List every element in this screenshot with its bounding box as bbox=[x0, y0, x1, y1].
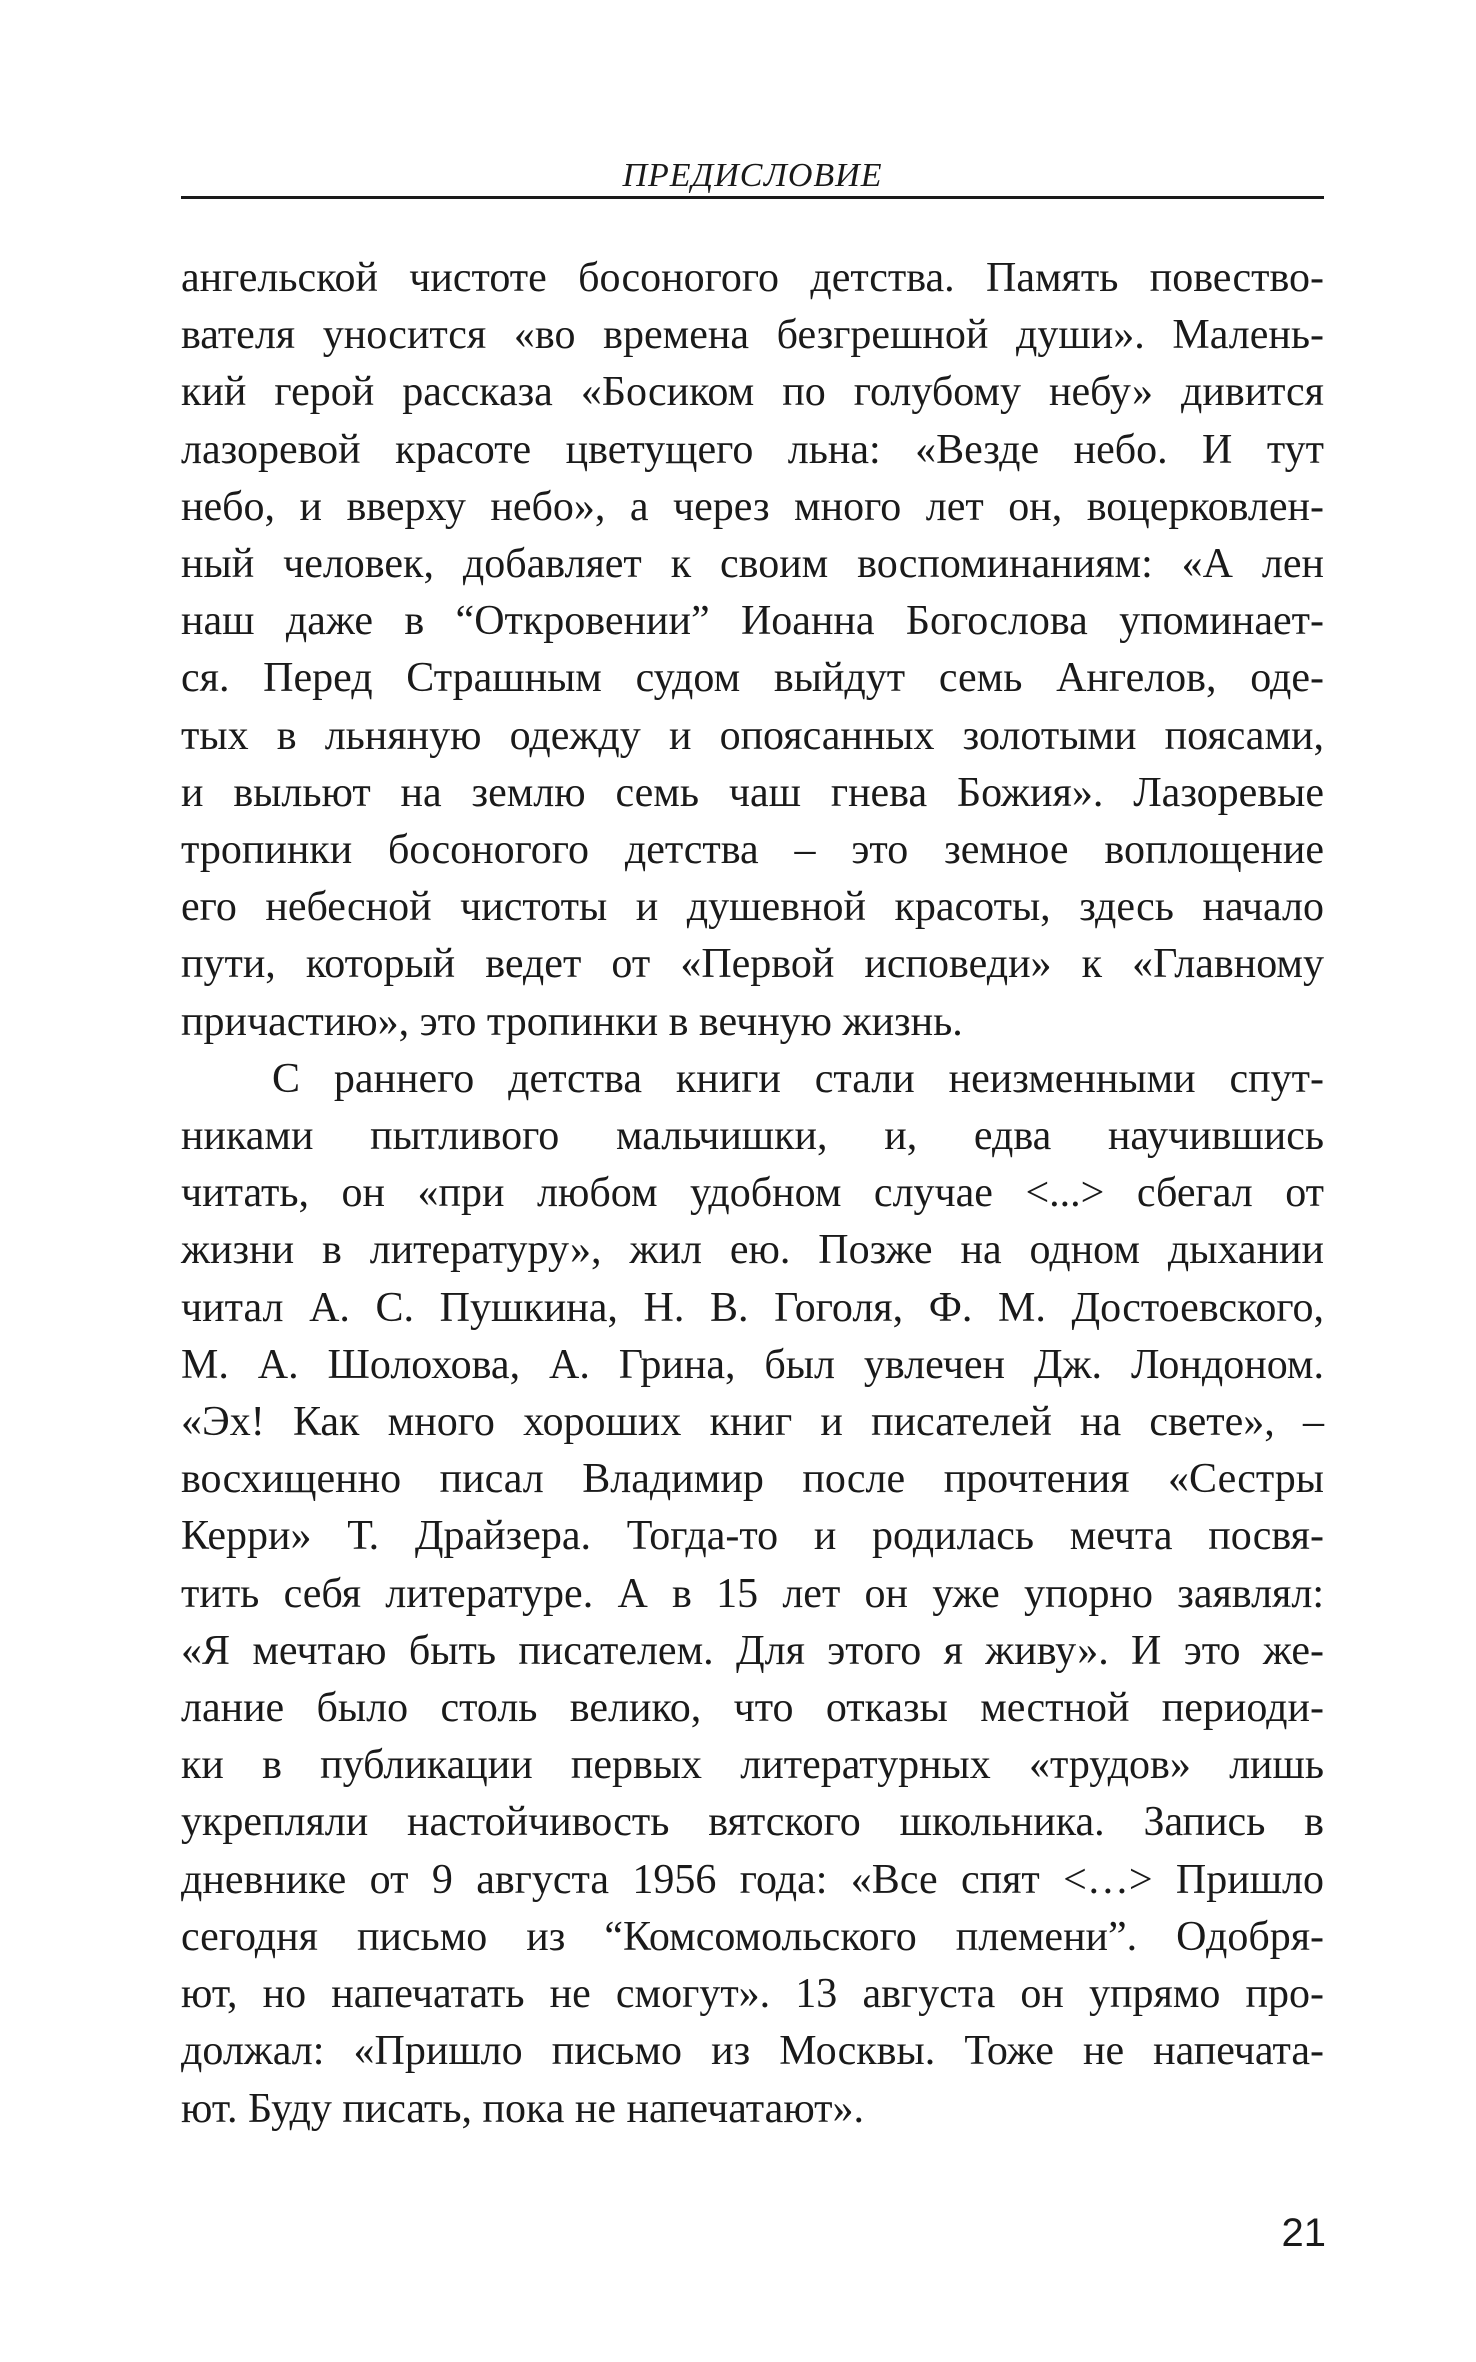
text-line: ангельской чистоте босоногого детства. Память повество- bbox=[181, 255, 1324, 301]
page-number: 21 bbox=[1281, 2211, 1326, 2255]
text-line: тропинки босоногого детства – это земное воплощение bbox=[181, 827, 1324, 874]
text-line: наш даже в “Откровении” Иоанна Богослова упоминает- bbox=[181, 598, 1324, 645]
text-line: вателя уносится «во времена безгрешной души». Малень- bbox=[181, 312, 1324, 359]
text-line: С раннего детства книги стали неизменными спут- bbox=[272, 1055, 1324, 1102]
text-line: ют. Буду писать, пока не напечатают». bbox=[181, 2085, 864, 2132]
text-line: читать, он «при любом удобном случае <...> сбегал от bbox=[181, 1170, 1324, 1217]
text-line: пути, который ведет от «Первой исповеди» к «Главному bbox=[181, 941, 1324, 988]
text-line: ся. Перед Страшным судом выйдут семь Ангелов, оде- bbox=[181, 655, 1324, 702]
text-line: М. А. Шолохова, А. Грина, был увлечен Дж. Лондоном. bbox=[181, 1341, 1324, 1388]
text-line: должал: «Пришло письмо из Москвы. Тоже не напечата- bbox=[181, 2028, 1324, 2075]
paragraph-1 bbox=[181, 250, 1324, 1051]
text-line: «Эх! Как много хороших книг и писателей на свете», – bbox=[181, 1399, 1324, 1446]
text-line: укрепляли настойчивость вятского школьника. Запись в bbox=[181, 1799, 1324, 1846]
text-line: и выльют на землю семь чаш гнева Божия». Лазоревые bbox=[181, 769, 1324, 816]
text-line: никами пытливого мальчишки, и, едва научившись bbox=[181, 1113, 1324, 1160]
text-line: сегодня письмо из “Комсомольского племени”. Одобря- bbox=[181, 1913, 1324, 1960]
header-rule bbox=[181, 196, 1324, 199]
text-line: жизни в литературу», жил ею. Позже на одном дыхании bbox=[181, 1227, 1324, 1274]
text-line: лазоревой красоте цветущего льна: «Везде небо. И тут bbox=[181, 426, 1324, 473]
text-line: ют, но напечатать не смогут». 13 августа он упрямо про- bbox=[181, 1971, 1324, 2018]
text-line: тых в льняную одежду и опоясанных золотыми поясами, bbox=[181, 712, 1324, 759]
text-line: причастию», это тропинки в вечную жизнь. bbox=[181, 998, 963, 1045]
text-line: ки в публикации первых литературных «трудов» лишь bbox=[181, 1742, 1324, 1789]
text-line: его небесной чистоты и душевной красоты, здесь начало bbox=[181, 884, 1324, 931]
text-line: кий герой рассказа «Босиком по голубому небу» дивится bbox=[181, 369, 1324, 416]
body-text bbox=[181, 250, 1324, 2138]
text-line: читал А. С. Пушкина, Н. В. Гоголя, Ф. М. Достоевского, bbox=[181, 1284, 1324, 1331]
text-line: ный человек, добавляет к своим воспоминаниям: «А лен bbox=[181, 541, 1324, 588]
text-line: «Я мечтаю быть писателем. Для этого я живу». И это же- bbox=[181, 1627, 1324, 1674]
text-line: дневнике от 9 августа 1956 года: «Все спят <…> Пришло bbox=[181, 1856, 1324, 1903]
text-line: тить себя литературе. А в 15 лет он уже упорно заявлял: bbox=[181, 1570, 1324, 1617]
text-line: лание было столь велико, что отказы местной периоди- bbox=[181, 1685, 1324, 1732]
text-line: восхищенно писал Владимир после прочтения «Сестры bbox=[181, 1456, 1324, 1503]
paragraph-2 bbox=[181, 1051, 1324, 2138]
running-header: ПРЕДИСЛОВИЕ bbox=[622, 157, 883, 194]
text-line: небо, и вверху небо», а через много лет он, воцерковлен- bbox=[181, 483, 1324, 530]
text-line: Керри» Т. Драйзера. Тогда-то и родилась мечта посвя- bbox=[181, 1513, 1324, 1560]
